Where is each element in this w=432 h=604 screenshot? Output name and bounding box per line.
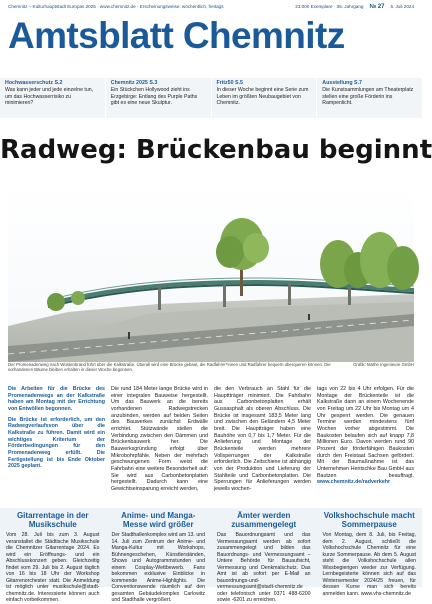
- news-box-row: [0, 508, 422, 603]
- teaser-title: Ausstellung S.7: [322, 80, 362, 86]
- teaser-title: Hochwasserschutz S.2: [5, 80, 63, 86]
- issue-info: [295, 4, 414, 13]
- issue-date: 5. Juli 2024: [390, 4, 414, 9]
- top-info-line: [8, 4, 414, 13]
- image-caption: [8, 362, 414, 377]
- radverkehr-link[interactable]: www.chemnitz.de/radverkehr: [317, 479, 391, 486]
- teaser-ausstellung[interactable]: [317, 78, 422, 118]
- teaser-row: [0, 78, 422, 118]
- news-box-text: Der Stadthallenkomplex wird am 13. und 14. Juli zum Zentrum der Anime- und Manga-Kultur mit Workshops, Bühnengeschehen, Künstlerständen, Shows und Autogrammstunden und einem Cosplay-Wettbewerb. Fans bekommen exklusive Einblicke in kommende Anime-Highlights. Die Conventionswende räumlich auf den gesamten Gebäudekomplex Carlowitz und Stadthalle vergrößert.: [111, 532, 205, 603]
- lead-paragraph: Die Brücke ist erforderlich, um den Radwegverlaufsvon über die Kalkstraße zu führen. Damit wird ein wichtiges Kriterium der Förderbedingungen für den Promenadenweg erfüllt. Die Fertigstellung ist bis Ende Oktober 2025 geplant.: [8, 416, 105, 470]
- teaser-fritz50[interactable]: [212, 78, 318, 118]
- caption-text: Der Promenadenweg nach Wüstenbrand führt über die Kalkstraße. Überall wird eine Brücke gebaut, die Radfahrer*innen und Radfahrer bequem überqueren können. Die vorhandenen Bäume bleiben erhalten in dieser Woche begonnen.: [8, 362, 331, 373]
- lead-paragraph: Die Arbeiten für die Brücke des Promenadenwegs an der Kalkstraße haben am Montag mit der Errichtung von Entwöllen begonnen.: [8, 386, 105, 412]
- teaser-chemnitz-2025[interactable]: [106, 78, 212, 118]
- teaser-text: Was kann jeder und jede einzelne tun, um das Hochwasserrisiko zu minimieren?: [5, 87, 94, 107]
- masthead-title: Amtsblatt Chemnitz: [8, 15, 345, 56]
- news-box-title: Volkshochschule macht Sommerpause: [323, 511, 415, 529]
- news-box-text: Von Montag, dem 8. Juli, bis Freitag, dem 2. August, schließt die Volkshochschule Chemnitz für eine kurze Sommerpause. Ab dem 5. August steht die Volkshochschule allen Wissbegierigen wieder zur Verfügung. Lernbegeisterte können sich auf das Wintersemester 2024/25 freuen, für dessen Kurse man sich bereits anmelden kann. www.vhs-chemnitz.de: [322, 532, 416, 597]
- news-box-volkshochschule: [317, 508, 423, 597]
- teaser-hochwasser[interactable]: [0, 78, 106, 118]
- news-box-anime-messe: [106, 508, 212, 603]
- circulation: 23.000 Exemplare · 35. Jahrgang: [295, 4, 364, 9]
- main-headline: Radweg: Brückenbau beginnt: [0, 135, 432, 165]
- teaser-text: Die Kunstsammlungen am Theaterplatz stellen eine große Förderin ins Rampenlicht.: [322, 87, 414, 107]
- publisher-info: Chemnitz – Kulturhauptstadt Europas 2025 · www.chemnitz.de · Erscheinungsweise: wöchentlich, freitags: [8, 4, 224, 9]
- news-box-title: Gitarrentage in der Musikschule: [16, 511, 89, 529]
- caption-credit: Grafik: Mathe Ingenieure GmbH: [353, 362, 414, 367]
- news-box-gitarrentage: [0, 508, 106, 603]
- news-box-text: Vom 28. Juli bis zum 3. August veranstaltet die Städtische Musikschule die Chemnitzer Gitarrentage 2024. Es wird ein Eröffnungs- und ein Abschlusskonzert geben. Gleichzeitig findet vom 29. Juli bis 2. August täglich von 16 bis 18 Uhr der Workshop Gitarrenorchester statt. Die Anmeldung ist möglich unter musikschule@stadt-chemnitz.de. Interessierte können auch einfach vorbeikommen.: [6, 532, 100, 603]
- teaser-title: Fritz50 S.5: [216, 80, 243, 86]
- news-box-title: Ämter werden zusammengelegt: [231, 511, 297, 529]
- news-box-text: Das Bauordnungsamt und das Vermessungsamt werden ab sofort zusammengelegt und bilden das Bauordnungs- und Vermessungsamt – Untere Behörde für Bauaufsicht, Vermessung und Denkmalschutz. Das Amt ist ab sofort per E-Mail an bauordnungs-und-vermessungsamt@stadt-chemnitz.de oder telefonisch unter 0371 488-6200 sowie -6201 zu erreichen.: [217, 532, 311, 603]
- teaser-title: Chemnitz 2025 S.3: [110, 80, 158, 86]
- article-column: [317, 386, 414, 498]
- teaser-text: In dieser Woche beginnt eine Serie zum Leben im größten Neubaugebiet von Chemnitz.: [216, 87, 309, 107]
- article-lead: [8, 386, 105, 498]
- main-article: [8, 386, 414, 498]
- news-box-title: Anime- und Manga-Messe wird größer: [121, 511, 196, 529]
- article-column: die den Verbrauch an Stahl für die Haupttträger minimiert. Die Fahrbahn aus Carbonbetonplatten erhält Gussasphalt als oberen Abschluss. Die Brücke ist insgesamt 183,5 Meter lang und zwischen den Geländern 4,5 Meter breit. Die Hauptträger haben eine Bauhöhe von 0,7 bis 1,7 Meter. Für die Anlieferung und Montage der Brückenteile werden mehrere Vollsperrungen der Kalkstraße erforderlich. Die Zeitschiene ist abhängig von der Produktion und Lieferung der Stahlteile und Carbonbetonplatten. Die Sperrungen für Anlieferungen werden jeweils wochen-: [214, 386, 311, 492]
- news-box-aemter: [211, 508, 317, 603]
- issue-number: № 27: [369, 4, 385, 10]
- article-column: Die rund 184 Meter lange Brücke wird in einer integralen Bauweise hergestellt. Um das Bauwerk an die bereits vorhandenen Radwegstrecken anzubinden, werden auf beiden Seiten des Bauwerkes zunächst Erdwälle errichtet. Stützwände stellen die Verbindung zwischen den Dämmen und Brückenbauwerk her. Die Bauwerksgründung erfolgt über Mikrobohrpfähle. Neben der mehrfach geschwungenen Form weist die Fahrbahn eine weitere Besonderheit auf: Sie wird aus Carbonbetonplatten hergestellt. Dadurch kann eine Gewichtseinsparung erreicht werden,: [111, 386, 208, 492]
- article-text: tags von 22 bis 4 Uhr erfolgen. Für die Montage der Brückenteile ist die Kalkstraße dann an einem Wochenende von Freitag um 22 Uhr bis Montag um 4 Uhr gesperrt werden. Die genauen Termine werden mindestens fünf Wochen vorher abgestimmt. Die Baukosten belaufen sich auf knapp 7,8 Millionen Euro. Davon werden rund 90 Prozent der förderfähigen Baukosten durch den Freistaat Sachsen gefördert. Mit der Baumaßnahme ist das Unternehmen Hentschke Bau GmbH aus Bautzen beauftragt.: [317, 386, 414, 479]
- teaser-text: Ein Stückchen Hollywood zieht ins Erzgebirge: Entlang des Purple Paths gibt es eine neue Skulptur.: [110, 87, 198, 107]
- bridge-rendering-image: [8, 186, 414, 362]
